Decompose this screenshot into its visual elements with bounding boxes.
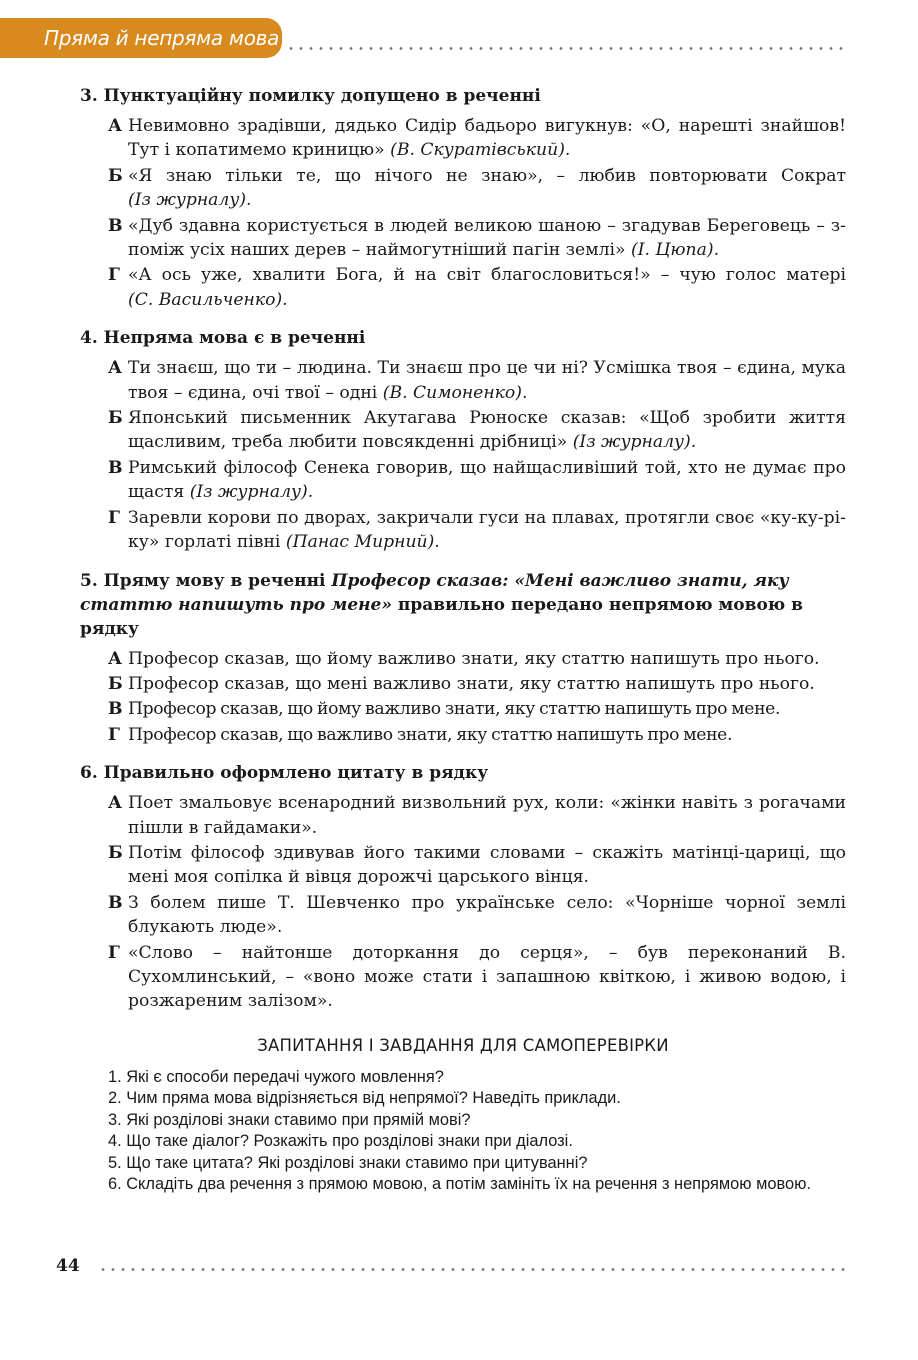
review-item: 1. Які є способи передачі чужого мовлення?	[108, 1067, 444, 1086]
option-a	[108, 791, 846, 840]
review-section-title: ЗАПИТАННЯ І ЗАВДАННЯ ДЛЯ САМОПЕРЕВІРКИ	[257, 1035, 669, 1055]
question-title: 4. Непряма мова є в реченні	[80, 328, 366, 349]
option-a	[108, 647, 846, 671]
header-dotted-rule	[286, 47, 846, 50]
option-letter: Б	[108, 165, 123, 186]
option-text: «Слово – найтонше доторкання до серця», – був переконаний В. Сухомлинський, – «воно може стати і запашною квіткою, і живою водою, і розжареним залізом».	[128, 942, 846, 1012]
option-text: «Дуб здавна користується в людей великою шаною – згадував Береговець – з-поміж усіх наших дерев – наймогутніший пагін землі»	[128, 215, 846, 261]
chapter-tab: Пряма й непряма мова	[0, 18, 282, 58]
question-title-emphasis: Професор сказав: «Мені важливо знати, яку статтю напишуть про мене»	[80, 570, 789, 615]
page-content	[80, 84, 846, 1196]
option-text: Професор сказав, що йому важливо знати, яку статтю напишуть про мене.	[128, 699, 781, 720]
option-letter: Б	[108, 408, 123, 429]
option-text: Невимовно зрадівши, дядько Сидір бадьоро вигукнув: «О, нарешті знайшов! Тут і копатимемо криницю»	[128, 116, 846, 161]
option-text: Професор сказав, що мені важливо знати, яку статтю напишуть про нього.	[128, 673, 815, 694]
option-text: Ти знаєш, що ти – людина. Ти знаєш про це чи ні? Усмішка твоя – єдина, мука твоя – єдина, очі твої – одні	[128, 358, 846, 403]
option-letter: А	[108, 358, 122, 379]
footer-dotted-rule	[98, 1268, 846, 1271]
page-footer	[0, 1252, 918, 1282]
option-letter: Г	[108, 942, 120, 963]
option-b	[108, 406, 846, 455]
option-c	[108, 214, 846, 263]
option-c	[108, 456, 846, 505]
option-text: Японський письменник Акутагава Рюноске сказав: «Щоб зробити життя щасливим, треба любити повсякденні дрібниці»	[128, 408, 846, 453]
option-list	[108, 647, 846, 748]
option-text: «Я знаю тільки те, що нічого не знаю», – любив повторювати Сократ	[128, 165, 846, 186]
review-item: 6. Складіть два речення з прямою мовою, а потім замініть їх на речення з непрямою мовою.	[108, 1175, 811, 1194]
question-title: 6. Правильно оформлено цитату в рядку	[80, 763, 489, 784]
option-letter: В	[108, 892, 123, 913]
option-source: (В. Скуратівський).	[390, 140, 571, 161]
option-d	[108, 723, 846, 747]
option-letter: Б	[108, 673, 123, 694]
option-letter: В	[108, 699, 123, 720]
option-source: (В. Симоненко).	[382, 382, 528, 403]
option-list	[108, 114, 846, 312]
option-list	[108, 791, 846, 1014]
option-letter: Г	[108, 507, 120, 528]
option-text: Професор сказав, що важливо знати, яку статтю напишуть про мене.	[128, 724, 733, 745]
option-source: (Із журналу).	[128, 190, 252, 211]
option-letter: Б	[108, 842, 123, 863]
option-a	[108, 356, 846, 405]
page-number: 44	[56, 1256, 80, 1276]
option-source: (Панас Мирний).	[285, 532, 440, 553]
question-title	[80, 569, 846, 641]
option-letter: А	[108, 648, 122, 669]
review-item: 5. Що таке цитата? Які розділові знаки ставимо при цитуванні?	[108, 1153, 588, 1172]
question-title-suffix: правильно передано непрямою мовою в рядку	[80, 594, 803, 639]
review-questions-list	[80, 1067, 846, 1196]
question-title: 3. Пунктуаційну помилку допущено в реченні	[80, 86, 541, 106]
option-text: Потім філософ здивував його такими словами – скажіть матінці-цариці, що мені моя сопілка й вівця дорожчі царського вінця.	[128, 842, 846, 888]
option-text: Професор сказав, що йому важливо знати, яку статтю напишуть про нього.	[128, 648, 820, 669]
question-title-prefix: 5. Пряму мову в реченні	[80, 570, 332, 591]
review-item: 2. Чим пряма мова відрізняється від непрямої? Наведіть приклади.	[108, 1089, 621, 1108]
option-letter: А	[108, 793, 122, 814]
question-3	[80, 84, 846, 312]
question-6	[80, 761, 846, 1014]
option-b	[108, 164, 846, 213]
page-header	[0, 18, 918, 58]
option-text: Поет змальовує всенародний визвольний рух, коли: «жінки навіть з рогачами пішли в гайдамаки».	[128, 793, 846, 838]
option-b	[108, 672, 846, 696]
option-text: «А ось уже, хвалити Бога, й на світ благословиться!» – чую голос матері	[128, 265, 846, 286]
option-source: (С. Васильченко).	[128, 289, 288, 310]
review-item: 3. Які розділові знаки ставимо при прямій мові?	[108, 1110, 471, 1129]
question-5	[80, 569, 846, 748]
option-c	[108, 891, 846, 940]
option-d	[108, 506, 846, 555]
option-list	[108, 356, 846, 554]
option-letter: Г	[108, 265, 120, 286]
option-letter: Г	[108, 724, 120, 745]
option-text: Римський філософ Сенека говорив, що найщасливіший той, хто не думає про щастя	[128, 457, 846, 503]
option-source: (І. Цюпа).	[631, 240, 720, 261]
option-text: З болем пише Т. Шевченко про українське село: «Чорніше чорної землі блукають люде».	[128, 892, 846, 938]
option-text: Заревли корови по дворах, закричали гуси на плавах, протягли своє «ку-ку-рі-ку» горлаті півні	[128, 507, 846, 553]
option-c	[108, 697, 846, 721]
review-item: 4. Що таке діалог? Розкажіть про розділові знаки при діалозі.	[108, 1132, 573, 1151]
option-letter: В	[108, 215, 123, 236]
option-letter: В	[108, 457, 123, 478]
question-4	[80, 326, 846, 554]
option-d	[108, 263, 846, 312]
option-b	[108, 841, 846, 890]
option-a	[108, 114, 846, 163]
option-d	[108, 941, 846, 1014]
option-letter: А	[108, 116, 122, 136]
option-source: (Із журналу).	[572, 432, 697, 453]
option-source: (Із журналу).	[189, 482, 314, 503]
